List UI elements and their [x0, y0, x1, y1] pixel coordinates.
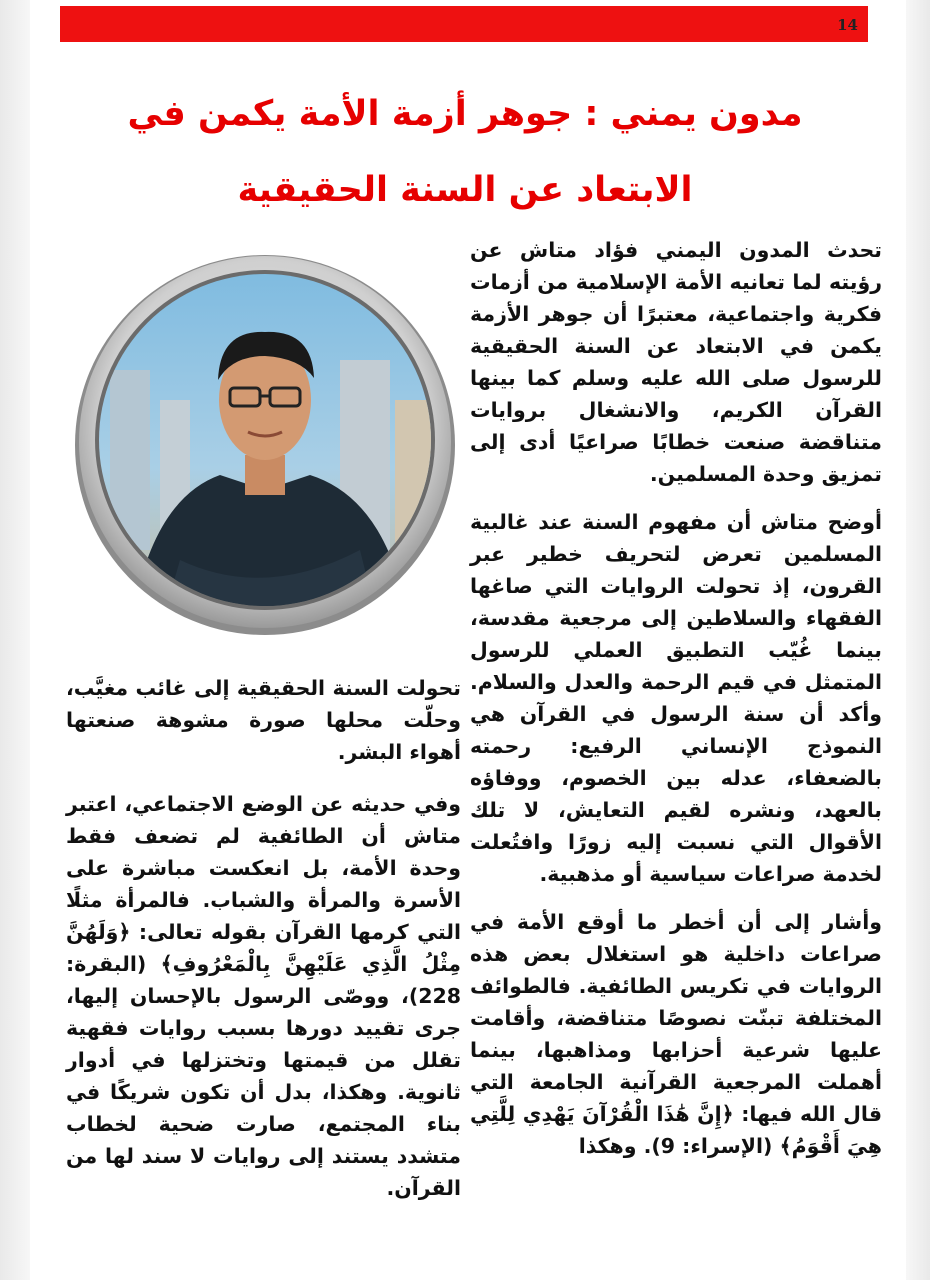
right-text-column	[470, 234, 882, 1162]
paragraph-sectarianism: وأشار إلى أن أخطر ما أوقع الأمة في صراعات داخلية هو استغلال بعض هذه الروايات في تكريس الطائفية. فالطوائف المختلفة تبنّت نصوصًا متناقضة، وأقامت عليها شرعية أحزابها ومذاهبها، بينما أهملت المرجعية القرآنية الجامعة التي قال الله فيها: ﴿إِنَّ هَٰذَا الْقُرْآنَ يَهْدِي لِلَّتِي هِيَ أَقْوَمُ﴾ (الإسراء: 9). وهكذا	[470, 910, 882, 1158]
article-headline: مدون يمني : جوهر أزمة الأمة يكمن في الابتعاد عن السنة الحقيقية	[127, 94, 803, 210]
page-edge-left	[0, 0, 30, 1280]
paragraph-continuation: تحولت السنة الحقيقية إلى غائب مغيَّب، وحلّت محلها صورة مشوهة صنعتها أهواء البشر.	[66, 676, 461, 764]
page-edge-right	[906, 0, 930, 1280]
page-number: 14	[837, 16, 858, 34]
header-bar	[60, 6, 868, 42]
paragraph-sunnah-concept: أوضح متاش أن مفهوم السنة عند غالبية المسلمين تعرض لتحريف خطير عبر القرون، إذ تحولت الروايات التي صاغها الفقهاء والسلاطين إلى مرجعية مقدسة، بينما غُيّب التطبيق العملي للرسول المتمثل في قيم الرحمة والعدل والسلام. وأكد أن سنة الرسول في القرآن هي النموذج الإنساني الرفيع: رحمته بالضعفاء، عدله بين الخصوم، ووفاؤه بالعهد، ونشره لقيم التعايش، لا تلك الأقوال التي نسبت إليه زورًا وافتُعلت لخدمة صراعات سياسية أو مذهبية.	[470, 510, 882, 886]
paragraph-social: وفي حديثه عن الوضع الاجتماعي، اعتبر متاش أن الطائفية لم تضعف فقط وحدة الأمة، بل انعكست مباشرة على الأسرة والمرأة والشباب. فالمرأة مثلًا التي كرمها القرآن بقوله تعالى: ﴿وَلَهُنَّ مِثْلُ الَّذِي عَلَيْهِنَّ بِالْمَعْرُوفِ﴾ (البقرة: 228)، ووصّى الرسول بالإحسان إليها، جرى تقييد دورها بسبب روايات فقهية تقلل من قيمتها وتختزلها في أدوار ثانوية. وهكذا، بدل أن تكون شريكًا في بناء المجتمع، صارت ضحية لخطاب متشدد يستند إلى روايات لا سند لها من القرآن.	[66, 792, 461, 1200]
left-text-column	[66, 672, 461, 1204]
author-photo	[70, 250, 460, 640]
paragraph-intro: تحدث المدون اليمني فؤاد متاش عن رؤيته لما تعانيه الأمة الإسلامية من أزمات فكرية واجتماعية، معتبرًا أن جوهر الأزمة يكمن في الابتعاد عن السنة الحقيقية للرسول صلى الله عليه وسلم كما بينها القرآن الكريم، والانشغال بروايات متناقضة صنعت خطابًا صراعيًا أدى إلى تمزيق وحدة المسلمين.	[470, 238, 882, 486]
